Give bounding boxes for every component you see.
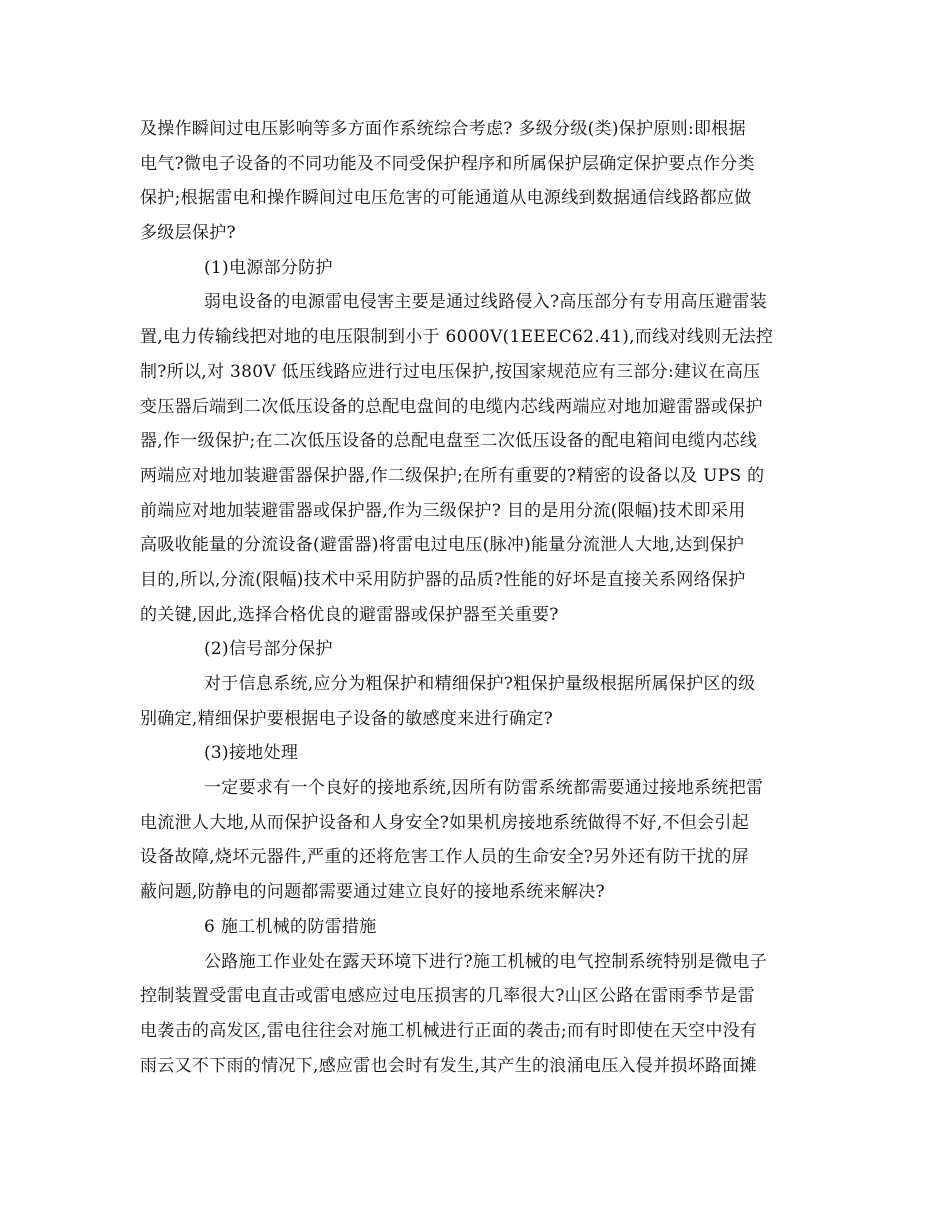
text-line: 公路施工作业处在露天环境下进行?施工机械的电气控制系统特别是微电子	[204, 951, 768, 972]
text-line: 雨云又不下雨的情况下,感应雷也会时有发生,其产生的浪涌电压入侵并损坏路面摊	[140, 1055, 757, 1076]
text-line: 的关键,因此,选择合格优良的避雷器或保护器至关重要?	[140, 604, 559, 625]
text-line: 多级层保护?	[140, 223, 236, 244]
text-line: 电袭击的高发区,雷电往往会对施工机械进行正面的袭击;而有时即使在天空中没有	[140, 1020, 758, 1041]
text-line: 控制装置受雷电直击或雷电感应过电压损害的几率很大?山区公路在雷雨季节是雷	[140, 986, 755, 1007]
text-line: 两端应对地加装避雷器保护器,作二级保护;在所有重要的?精密的设备以及 UPS 的	[140, 465, 765, 486]
text-line: 及操作瞬间过电压影响等多方面作系统综合考虑? 多级分级(类)保护原则:即根据	[140, 119, 746, 139]
text-line: 蔽问题,防静电的问题都需要通过建立良好的接地系统来解决?	[140, 882, 605, 903]
text-line: 保护;根据雷电和操作瞬间过电压危害的可能通道从电源线到数据通信线路都应做	[140, 188, 752, 209]
text-line: 电流泄人大地,从而保护设备和人身安全?如果机房接地系统做得不好,不但会引起	[140, 812, 750, 833]
text-line: 制?所以,对 380V 低压线路应进行过电压保护,按国家规范应有三部分:建议在高压	[140, 361, 761, 382]
text-line: 设备故障,烧坏元器件,严重的还将危害工作人员的生命安全?另外还有防干扰的屏	[140, 847, 750, 868]
text-line: 6 施工机械的防雷措施	[204, 916, 377, 937]
text-line: 变压器后端到二次低压设备的总配电盘间的电缆内芯线两端应对地加避雷器或保护	[140, 396, 763, 417]
text-line: 弱电设备的电源雷电侵害主要是通过线路侵入?高压部分有专用高压避雷装	[204, 292, 768, 313]
text-line: 对于信息系统,应分为粗保护和精细保护?粗保护量级根据所属保护区的级	[204, 674, 756, 694]
text-line: 高吸收能量的分流设备(避雷器)将雷电过电压(脉冲)能量分流泄人大地,达到保护	[140, 535, 745, 556]
text-line: 置,电力传输线把对地的电压限制到小于 6000V(1EEEC62.41),而线对线则无法控	[140, 327, 774, 348]
text-line: (3)接地处理	[204, 743, 299, 764]
text-line: 前端应对地加装避雷器或保护器,作为三级保护? 目的是用分流(限幅)技术即采用	[140, 500, 746, 521]
text-line: (2)信号部分保护	[204, 639, 333, 660]
document-body	[140, 112, 816, 1083]
text-line: 别确定,精细保护要根据电子设备的敏感度来进行确定?	[140, 708, 554, 729]
text-line: 器,作一级保护;在二次低压设备的总配电盘至二次低压设备的配电箱间电缆内芯线	[140, 431, 758, 452]
text-line: (1)电源部分防护	[204, 257, 333, 278]
text-line: 一定要求有一个良好的接地系统,因所有防雷系统都需要通过接地系统把雷	[204, 778, 764, 799]
text-line: 电气?微电子设备的不同功能及不同受保护程序和所属保护层确定保护要点作分类	[140, 153, 755, 174]
text-line: 目的,所以,分流(限幅)技术中采用防护器的品质?性能的好坏是直接关系网络保护	[140, 569, 746, 590]
